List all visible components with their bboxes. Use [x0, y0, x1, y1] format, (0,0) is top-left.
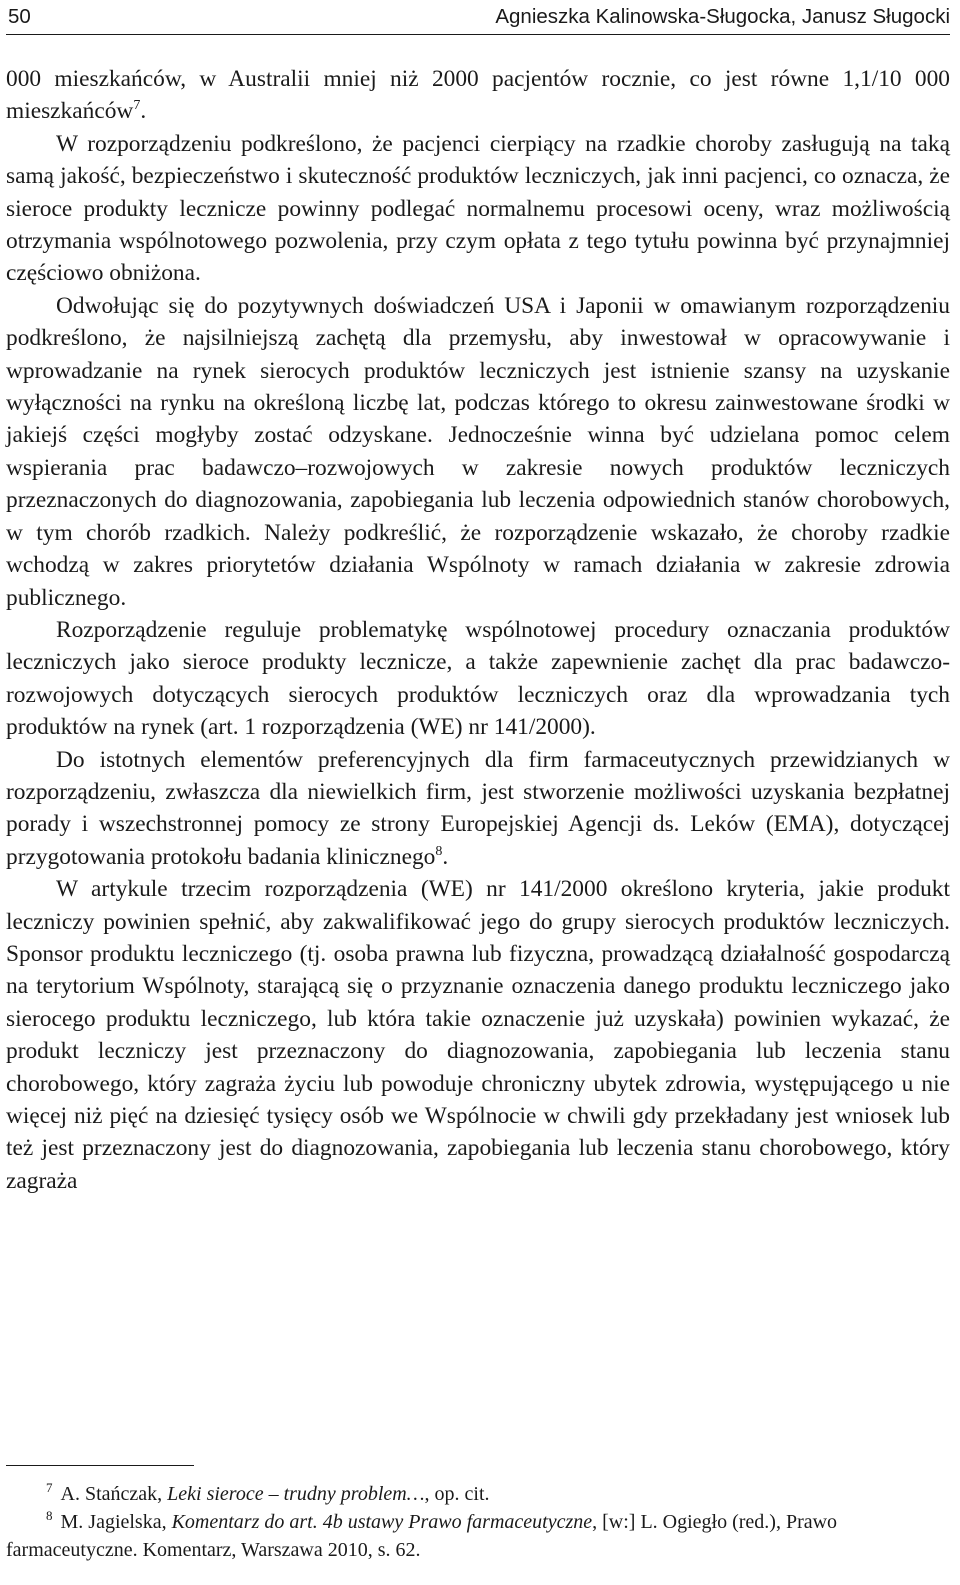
footnote-title: Komentarz do art. 4b ustawy Prawo farmaceutyczne	[171, 1511, 593, 1533]
footnote-number: 8	[46, 1508, 53, 1523]
footnote-author: M. Jagielska,	[60, 1511, 172, 1533]
footnote-ref[interactable]: 7	[133, 98, 141, 114]
paragraph: Rozporządzenie reguluje problematykę wspólnotowej procedury oznaczania produktów leczniczych jako sieroce produkty lecznicze, a także zapewnienie zachęt dla prac badawczo-rozwojowych dotyczących sierocych produktów leczniczych oraz dla wprowadzania tych produktów na rynek (art. 1 rozporządzenia (WE) nr 141/2000).	[6, 616, 950, 741]
footnote-8	[6, 1508, 950, 1564]
footnote-citation: , op. cit.	[424, 1483, 490, 1505]
footnote-author: A. Stańczak,	[60, 1483, 168, 1505]
paragraph-continued: 000 mieszkańców, w Australii mniej niż 2000 pacjentów rocznie, co jest równe 1,1/10 000 mieszkańców$^7$.	[6, 66, 950, 125]
paragraph: Odwołując się do pozytywnych doświadczeń USA i Japonii w omawianym rozporządzeniu podkreślono, że najsilniejszą zachętą dla przemysłu, aby inwestował w opracowywanie i wprowadzanie na rynek sierocych produktów leczniczych jest istnienie szansy na uzyskanie wyłączności na rynku na określoną liczbę lat, podczas którego to okresu zainwestowane środki w jakiejś części mogłyby zostać odzyskane. Jednocześnie winna być udzielana pomoc celem wspierania prac badawczo–rozwojowych w zakresie nowych produktów leczniczych przeznaczonych do diagnozowania, zapobiegania lub leczenia odpowiednich stanów chorobowych, w tym chorób rzadkich. Należy podkreślić, że rozporządzenie wskazało, że choroby rzadkie wchodzą w zakres priorytetów działania Wspólnoty w ramach działania w zakresie zdrowia publicznego.	[6, 292, 950, 611]
paragraph: W artykule trzecim rozporządzenia (WE) nr 141/2000 określono kryteria, jakie produkt leczniczy powinien spełnić, aby zakwalifikować jego do grupy sierocych produktów leczniczych. Sponsor produktu leczniczego (tj. osoba prawna lub fizyczna, prowadzącą działalność gospodarczą na terytorium Wspólnoty, starającą się o przyznanie oznaczenia danego produktu leczniczego jako sierocego produktu leczniczego, lub która takie oznaczenie już uzyskała) powinien wykazać, że produkt leczniczy jest przeznaczony do diagnozowania, zapobiegania lub leczenia stanu chorobowego, który zagraża życiu lub powoduje chroniczny ubytek zdrowia, występującego u nie więcej niż pięć na dziesięć tysięcy osób we Wspólnocie w chwili gdy przekładany jest wniosek lub też jest przeznaczony jest do diagnozowania, zapobiegania lub leczenia stanu chorobowego, który zagraża	[6, 876, 950, 1194]
paragraph: Do istotnych elementów preferencyjnych dla firm farmaceutycznych przewidzianych w rozporządzeniu, zwłaszcza dla niewielkich firm, jest stworzenie możliwości uzyskania bezpłatnej porady i wszechstronnej pomocy ze strony Europejskiej Agencji ds. Leków (EMA), dotyczącej przygotowania protokołu badania klinicznego$^8$.	[6, 746, 950, 870]
footnote-title: Leki sieroce – trudny problem…	[167, 1483, 425, 1505]
paragraph-text: Do istotnych elementów preferencyjnych dla firm farmaceutycznych przewidzianych w rozporządzeniu, zwłaszcza dla niewielkich firm, jest stworzenie możliwości uzyskania bezpłatnej porady i wszechstronnej pomocy ze strony Europejskiej Agencji ds. Leków (EMA), dotyczącej przygotowania protokołu badania klinicznego	[6, 746, 950, 870]
footnotes	[6, 1480, 950, 1564]
footnote-divider	[6, 1465, 194, 1466]
page-number: 50	[8, 5, 31, 28]
footnote-ref[interactable]: 8	[435, 843, 443, 859]
running-header	[6, 4, 950, 35]
footnote-number: 7	[46, 1480, 53, 1495]
paragraph-text: 000 mieszkańców, w Australii mniej niż 2000 pacjentów rocznie, co jest równe 1,1/10 000 mieszkańców	[6, 66, 950, 125]
running-head-authors: Agnieszka Kalinowska-Sługocka, Janusz Sługocki	[495, 5, 950, 28]
body-text	[6, 63, 950, 1197]
paragraph: W rozporządzeniu podkreślono, że pacjenci cierpiący na rzadkie choroby zasługują na taką samą jakość, bezpieczeństwo i skuteczność produktów leczniczych, jak inni pacjenci, co oznacza, że sieroce produkty lecznicze powinny podlegać normalnemu procesowi oceny, wraz możliwością otrzymania wspólnotowego pozwolenia, przy czym opłata z tego tytułu powinna być przynajmniej częściowo obniżona.	[6, 130, 950, 287]
footnote-citation: , [w:] L. Ogiegło (red.), Prawo farmaceutyczne. Komentarz, Warszawa 2010, s. 62.	[6, 1511, 838, 1561]
footnote-7	[6, 1480, 950, 1508]
